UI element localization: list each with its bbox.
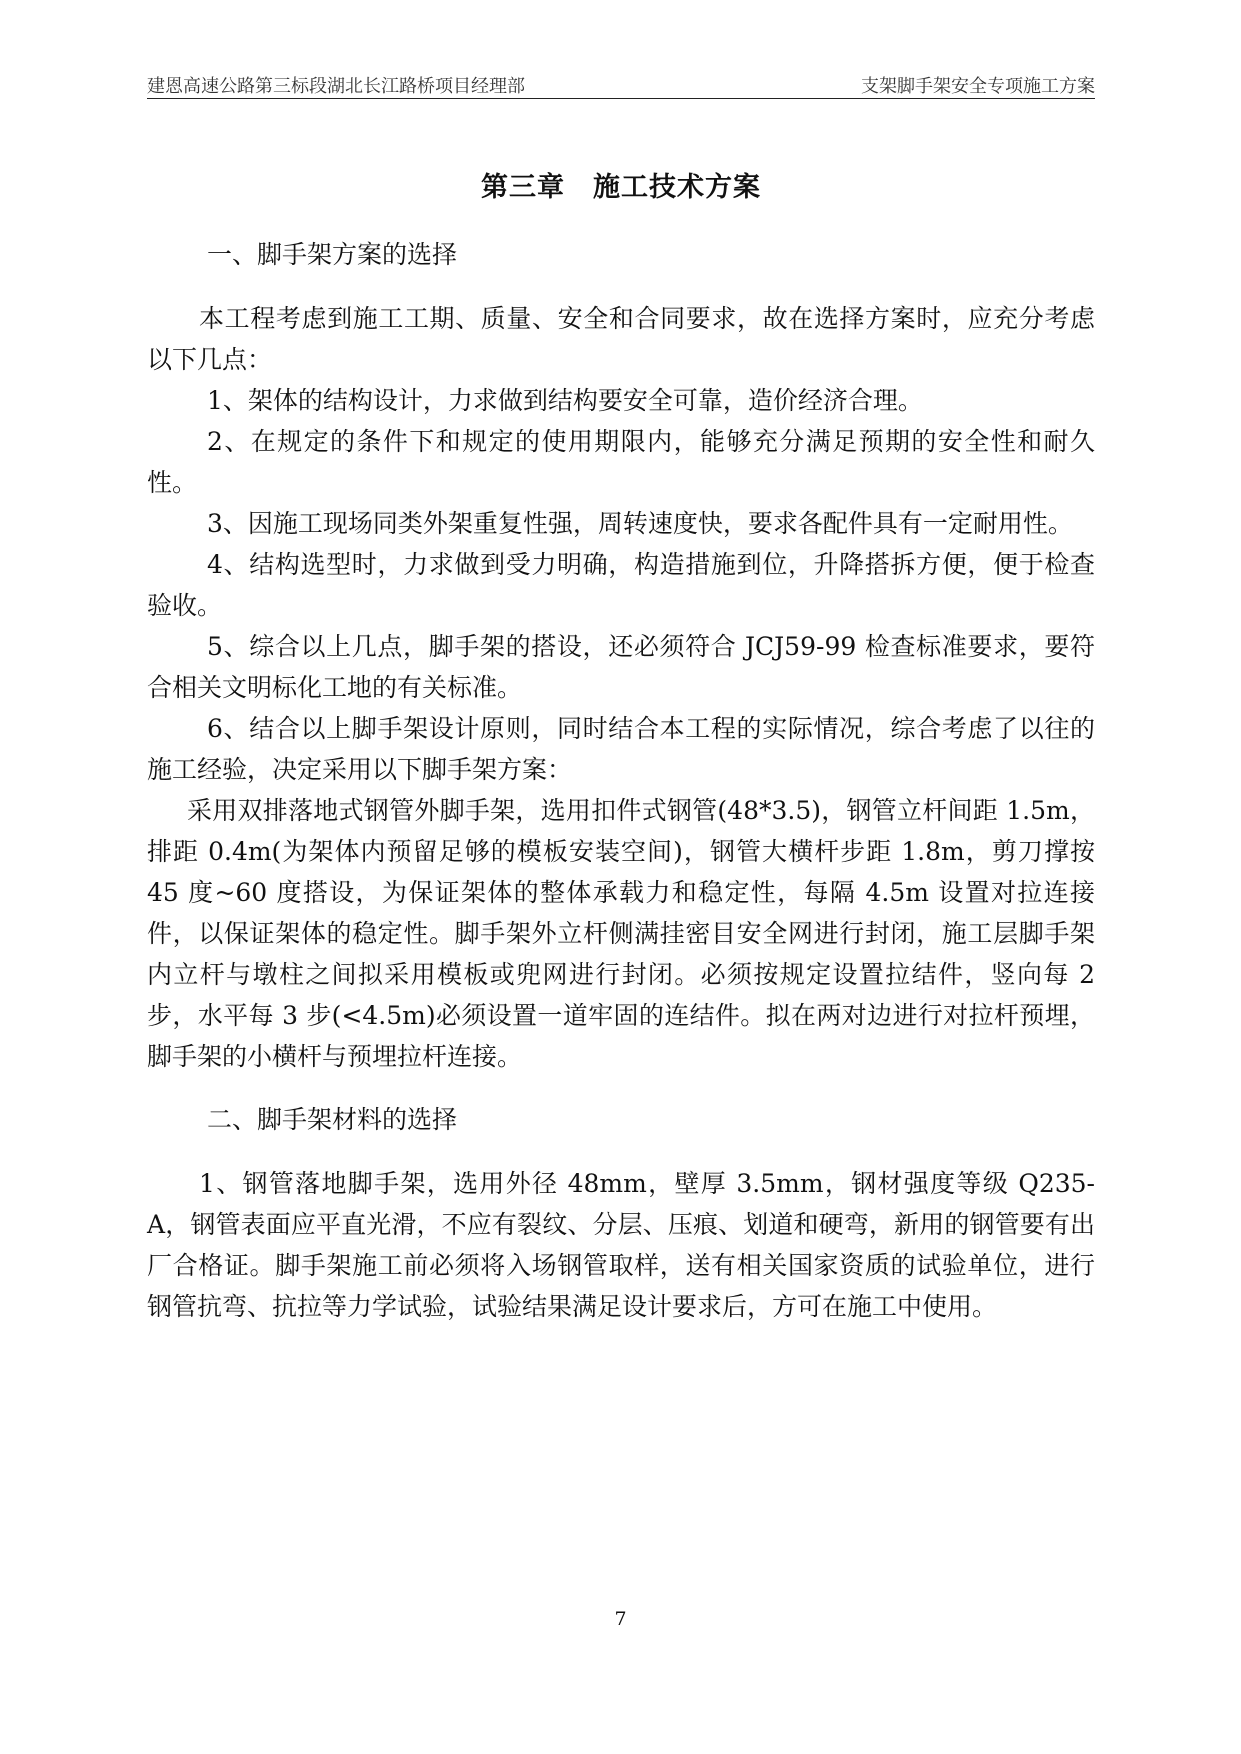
page-number: 7 bbox=[614, 1608, 627, 1630]
list-item: 1、架体的结构设计，力求做到结构要安全可靠，造价经济合理。 bbox=[207, 386, 923, 415]
list-item: 4、结构选型时，力求做到受力明确，构造措施到位，升降搭拆方便，便于检查验收。 bbox=[147, 550, 1095, 620]
paragraph: 1、钢管落地脚手架，选用外径 48mm，壁厚 3.5mm，钢材强度等级 Q235-A，钢管表面应平直光滑，不应有裂纹、分层、压痕、划道和硬弯，新用的钢管要有出厂合格证。脚手架施工前必须将入场钢管取样，送有相关国家资质的试验单位，进行钢管抗弯、抗拉等力学试验，试验结果满足设计要求后，方可在施工中使用。 bbox=[147, 1169, 1095, 1321]
section-heading: 二、脚手架材料的选择 bbox=[207, 1105, 458, 1134]
page-header bbox=[147, 68, 1095, 99]
section-scaffold-materials bbox=[147, 1099, 1095, 1327]
list-item: 6、结合以上脚手架设计原则，同时结合本工程的实际情况，综合考虑了以往的施工经验，决定采用以下脚手架方案： bbox=[147, 714, 1095, 784]
header-project-name: 建恩高速公路第三标段湖北长江路桥项目经理部 bbox=[147, 76, 525, 97]
document-body bbox=[147, 168, 1095, 1327]
list-item: 2、在规定的条件下和规定的使用期限内，能够充分满足预期的安全性和耐久性。 bbox=[147, 427, 1095, 497]
list-item: 5、综合以上几点，脚手架的搭设，还必须符合 JCJ59-99 检查标准要求，要符合相关文明标化工地的有关标准。 bbox=[147, 632, 1095, 702]
section-heading: 一、脚手架方案的选择 bbox=[207, 240, 458, 269]
chapter-title: 第三章 施工技术方案 bbox=[481, 172, 761, 203]
header-document-title: 支架脚手架安全专项施工方案 bbox=[861, 76, 1095, 97]
paragraph: 采用双排落地式钢管外脚手架，选用扣件式钢管(48*3.5)，钢管立杆间距 1.5m，排距 0.4m(为架体内预留足够的模板安装空间)，钢管大横杆步距 1.8m，剪刀撑按 45 度~60 度搭设，为保证架体的整体承载力和稳定性，每隔 4.5m 设置对拉连接件，以保证架体的稳定性。脚手架外立杆侧满挂密目安全网进行封闭，施工层脚手架内立杆与墩柱之间拟采用模板或兜网进行封闭。必须按规定设置拉结件，竖向每 2 步，水平每 3 步(<4.5m)必须设置一道牢固的连结件。拟在两对边进行对拉杆预埋，脚手架的小横杆与预埋拉杆连接。 bbox=[147, 796, 1095, 1071]
paragraph: 本工程考虑到施工工期、质量、安全和合同要求，故在选择方案时，应充分考虑以下几点： bbox=[147, 304, 1095, 374]
section-scaffold-scheme bbox=[147, 234, 1095, 1077]
list-item: 3、因施工现场同类外架重复性强，周转速度快，要求各配件具有一定耐用性。 bbox=[207, 509, 1073, 538]
